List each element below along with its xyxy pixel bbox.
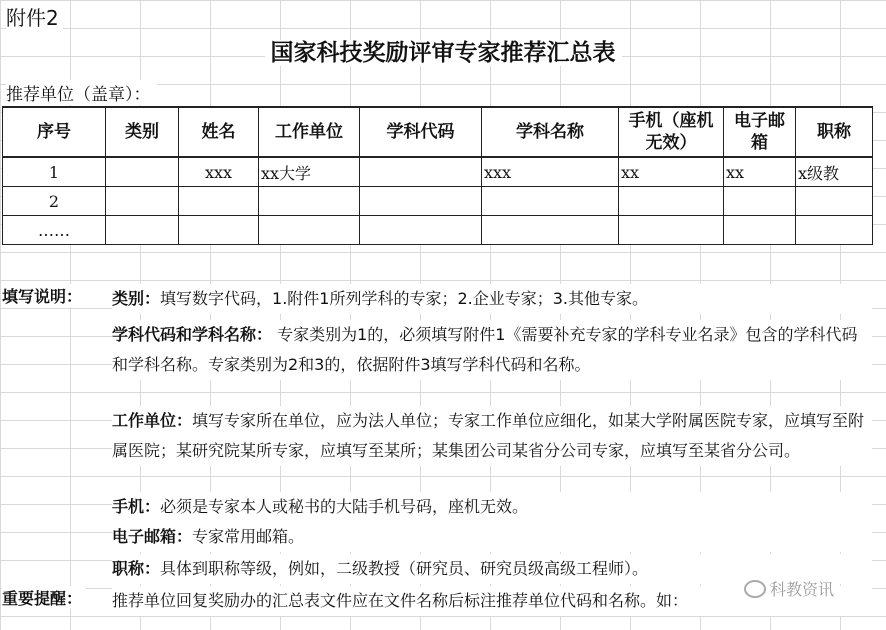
watermark [744,577,834,600]
note-email [112,522,872,552]
header-cell: 序号 [3,107,106,157]
table-cell [259,187,360,216]
table-header-row [3,107,873,157]
header-cell: 工作单位 [259,107,360,157]
recommend-unit-label: 推荐单位（盖章）： [6,80,157,105]
table-cell: …… [3,216,106,245]
note-work-unit [112,406,872,466]
table-cell [796,216,873,245]
header-cell: 学科代码 [360,107,482,157]
note-category-text: 填写数字代码，1.附件1所列学科的专家；2.企业专家；3.其他专家。 [160,289,648,308]
note-work-unit-title: 工作单位： [112,411,193,430]
note-title-title: 职称： [112,559,161,578]
header-cell: 职称 [796,107,873,157]
chat-icon [744,580,766,598]
table-cell: x级教 [796,157,873,187]
summary-table [2,106,873,245]
table-cell [179,216,259,245]
table-cell [360,187,482,216]
table-cell: xxx [482,157,619,187]
table-cell: 2 [3,187,106,216]
table-cell [106,187,179,216]
table-cell: xx [724,157,796,187]
note-email-title: 电子邮箱： [112,527,193,546]
table-cell: xxx [179,157,259,187]
table-cell [106,216,179,245]
table-cell [619,216,724,245]
table-cell [482,216,619,245]
note-work-unit-text: 填写专家所在单位，应为法人单位；专家工作单位应细化，如某大学附属医院专家，应填写至附属医院；某研究院某所专家，应填写至某所；某集团公司某省分公司专家，应填写至某省分公司。 [112,411,865,460]
note-subject-title: 学科代码和学科名称： [112,325,273,344]
note-title-text: 具体到职称等级，例如，二级教授（研究员、研究员级高级工程师）。 [160,559,649,578]
table-cell: xx [619,157,724,187]
header-cell: 姓名 [179,107,259,157]
note-category-title: 类别： [112,289,161,308]
page-title: 国家科技奖励评审专家推荐汇总表 [0,34,886,67]
note-subject [112,320,872,380]
fill-instructions-label: 填写说明： [2,284,86,307]
table-cell [360,157,482,187]
table-row [3,216,873,245]
important-text: 推荐单位回复奖励办的汇总表文件应在文件名称后标注推荐单位代码和名称。如： [112,586,872,616]
table-cell [796,187,873,216]
note-category [112,284,872,314]
header-cell: 学科名称 [482,107,619,157]
table-cell: xx大学 [259,157,360,187]
note-phone-title: 手机： [112,497,161,516]
attachment-label: 附件2 [6,2,63,31]
note-phone-text: 必须是专家本人或秘书的大陆手机号码，座机无效。 [160,497,529,516]
table-cell [360,216,482,245]
watermark-text: 科教资讯 [769,580,834,599]
note-email-text: 专家常用邮箱。 [192,527,305,546]
note-phone [112,492,872,522]
table-cell [179,187,259,216]
important-label: 重要提醒： [2,586,86,609]
table-cell [724,216,796,245]
note-subject-text: 专家类别为1的，必须填写附件1《需要补充专家的学科专业名录》包含的学科代码和学科名称。专家类别为2和3的，依据附件3填写学科代码和名称。 [112,325,858,374]
table-cell [619,187,724,216]
table-row [3,157,873,187]
table-cell [106,157,179,187]
header-cell: 手机（座机无效） [619,107,724,157]
table-cell [482,187,619,216]
header-cell: 类别 [106,107,179,157]
table-cell [259,216,360,245]
table-cell: 1 [3,157,106,187]
table-cell [724,187,796,216]
header-cell: 电子邮箱 [724,107,796,157]
table-row [3,187,873,216]
